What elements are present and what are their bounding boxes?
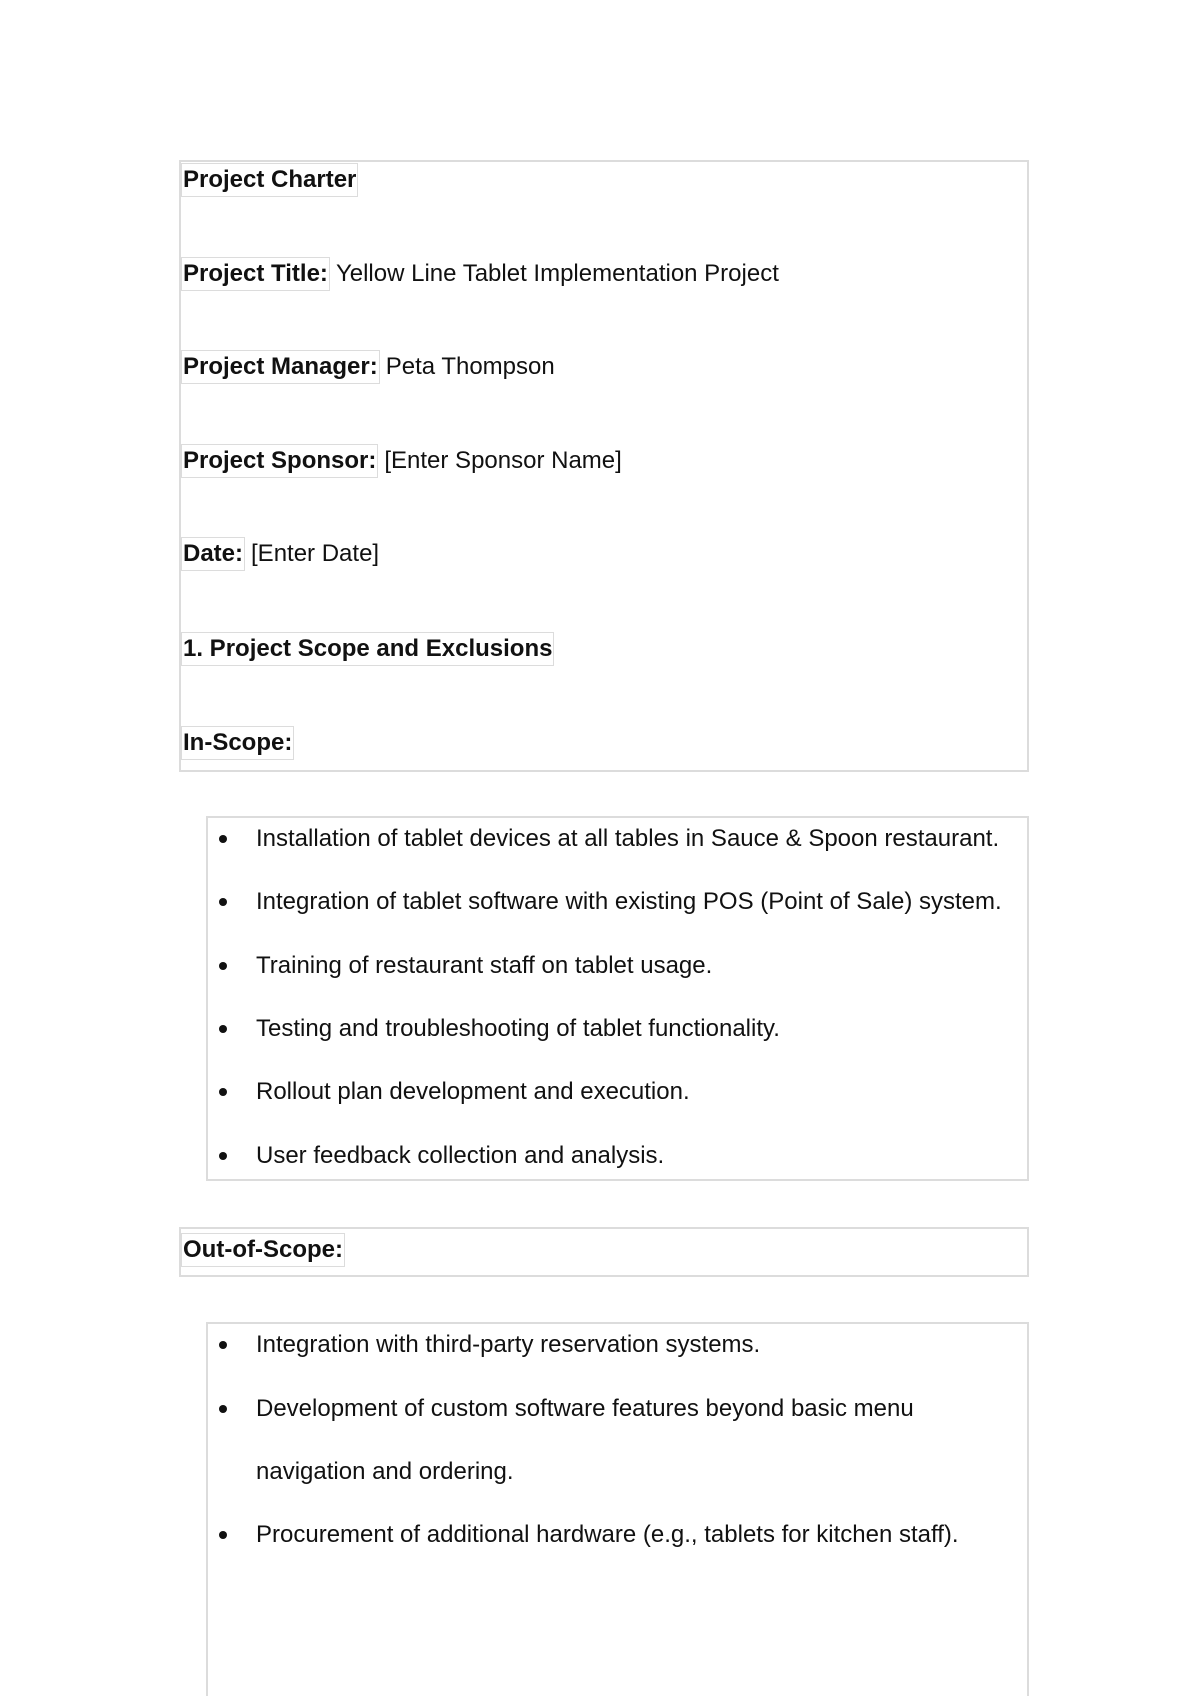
project-sponsor-value: [Enter Sponsor Name] xyxy=(384,447,622,474)
bullet-icon xyxy=(219,1088,227,1096)
project-manager-value: Peta Thompson xyxy=(385,353,555,380)
list-item-text: Training of restaurant staff on tablet usage. xyxy=(256,952,713,979)
list-item-text: navigation and ordering. xyxy=(256,1458,514,1485)
project-sponsor-line xyxy=(181,444,622,478)
bullet-icon xyxy=(219,1025,227,1033)
list-item-text: Testing and troubleshooting of tablet functionality. xyxy=(256,1015,780,1042)
date-label: Date: xyxy=(181,537,245,571)
bullet-icon xyxy=(219,1531,227,1539)
project-manager-line xyxy=(181,350,555,384)
out-of-scope-label-line xyxy=(181,1233,345,1267)
section-heading-line xyxy=(181,632,554,666)
project-title-line xyxy=(181,257,779,291)
list-item-text: Integration with third-party reservation systems. xyxy=(256,1331,761,1358)
list-item-text: Installation of tablet devices at all tables in Sauce & Spoon restaurant. xyxy=(256,825,1000,852)
document-heading: Project Charter xyxy=(181,163,358,197)
bullet-icon xyxy=(219,1405,227,1413)
project-title-value: Yellow Line Tablet Implementation Project xyxy=(335,260,779,287)
list-item-text: Development of custom software features beyond basic menu xyxy=(256,1395,914,1422)
project-manager-label: Project Manager: xyxy=(181,350,380,384)
in-scope-label: In-Scope: xyxy=(181,726,294,760)
in-scope-label-line xyxy=(181,726,294,760)
bullet-icon xyxy=(219,898,227,906)
bullet-icon xyxy=(219,1341,227,1349)
date-line xyxy=(181,537,379,571)
list-item-text: Integration of tablet software with existing POS (Point of Sale) system. xyxy=(256,888,1002,915)
bullet-icon xyxy=(219,1152,227,1160)
list-item-text: Rollout plan development and execution. xyxy=(256,1078,690,1105)
list-item-text: Procurement of additional hardware (e.g., tablets for kitchen staff). xyxy=(256,1521,959,1548)
in-scope-list-box xyxy=(206,816,1029,1181)
section-heading: 1. Project Scope and Exclusions xyxy=(181,632,554,666)
project-sponsor-label: Project Sponsor: xyxy=(181,444,378,478)
out-of-scope-label: Out-of-Scope: xyxy=(181,1233,345,1267)
project-title-label: Project Title: xyxy=(181,257,330,291)
date-value: [Enter Date] xyxy=(251,540,380,567)
bullet-icon xyxy=(219,962,227,970)
list-item-text: User feedback collection and analysis. xyxy=(256,1142,665,1169)
bullet-icon xyxy=(219,835,227,843)
document-heading-line xyxy=(181,163,358,197)
out-of-scope-list-box xyxy=(206,1322,1029,1696)
